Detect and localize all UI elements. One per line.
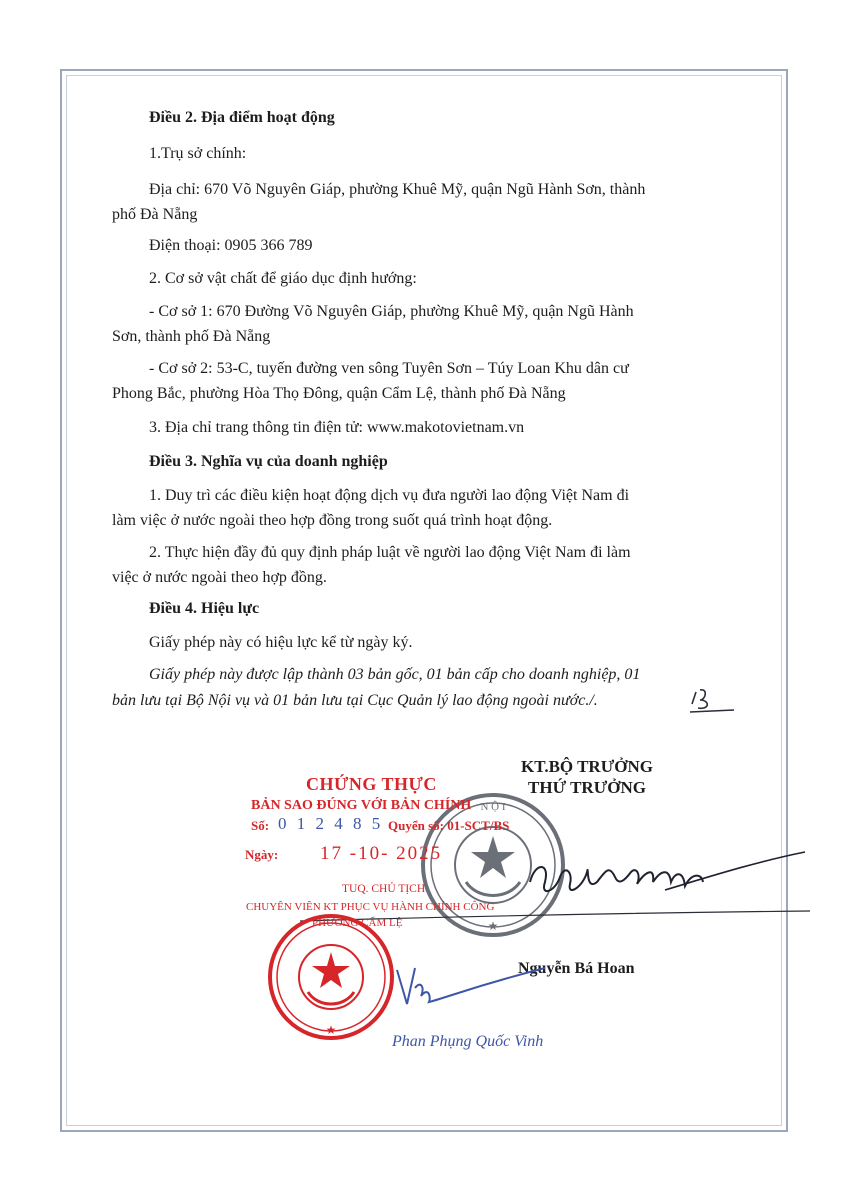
certification-heading: CHỨNG THỰC (306, 774, 437, 794)
svg-text:N Ộ I: N Ộ I (480, 801, 506, 813)
certification-ward: PHƯỜNG CẨM LỆ (312, 917, 403, 929)
duty-1-line-2: làm việc ở nước ngoài theo hợp đồng trong suốt quá trình hoạt động. (112, 512, 553, 529)
officer-name: Phan Phụng Quốc Vinh (392, 1033, 544, 1050)
certification-number-label: Số: (251, 818, 270, 833)
signer-name: Nguyễn Bá Hoan (518, 960, 635, 977)
site-2-line-2: Phong Bắc, phường Hòa Thọ Đông, quận Cẩm Lệ, thành phố Đà Nẵng (112, 385, 566, 402)
copies-line-2: bản lưu tại Bộ Nội vụ và 01 bản lưu tại Cục Quản lý lao động ngoài nước./. (112, 692, 598, 709)
certification-date: 17 -10- 2025 (320, 843, 443, 864)
article-4-heading: Điều 4. Hiệu lực (149, 600, 260, 617)
certification-subheading: BẢN SAO ĐÚNG VỚI BẢN CHÍNH (251, 798, 472, 813)
signature-title-1: KT.BỘ TRƯỞNG (521, 757, 653, 776)
address-line-1: Địa chỉ: 670 Võ Nguyên Giáp, phường Khuê Mỹ, quận Ngũ Hành Sơn, thành (149, 181, 646, 198)
certification-officer-role: CHUYÊN VIÊN KT PHỤC VỤ HÀNH CHÍNH CÔNG (246, 901, 495, 913)
main-office-label: 1.Trụ sở chính: (149, 145, 247, 162)
site-1-line-2: Sơn, thành phố Đà Nẵng (112, 328, 271, 345)
validity-line: Giấy phép này có hiệu lực kể từ ngày ký. (149, 634, 413, 651)
article-3-heading: Điều 3. Nghĩa vụ của doanh nghiệp (149, 453, 388, 470)
certification-date-label: Ngày: (245, 847, 279, 862)
officer-signature (385, 958, 555, 1018)
duty-1-line-1: 1. Duy trì các điều kiện hoạt động dịch vụ đưa người lao động Việt Nam đi (149, 487, 630, 504)
initial-mark (688, 686, 738, 716)
certification-number: 0 1 2 4 8 5 (278, 814, 384, 833)
address-line-2: phố Đà Nẵng (112, 206, 198, 223)
svg-text:★: ★ (325, 1023, 337, 1037)
phone-line: Điện thoại: 0905 366 789 (149, 237, 313, 254)
svg-text:★: ★ (487, 919, 499, 933)
ward-seal (266, 912, 396, 1042)
copies-line-1: Giấy phép này được lập thành 03 bản gốc, 01 bản cấp cho doanh nghiệp, 01 (149, 666, 641, 683)
certification-behalf: TUQ. CHỦ TỊCH (342, 883, 426, 895)
facilities-label: 2. Cơ sở vật chất để giáo dục định hướng: (149, 270, 417, 287)
article-2-heading: Điều 2. Địa điểm hoạt động (149, 109, 335, 126)
site-2-line-1: - Cơ sở 2: 53-C, tuyến đường ven sông Tuyên Sơn – Túy Loan Khu dân cư (149, 360, 629, 377)
website-line: 3. Địa chỉ trang thông tin điện tử: www.makotovietnam.vn (149, 419, 525, 436)
duty-2-line-2: việc ở nước ngoài theo hợp đồng. (112, 569, 327, 586)
signature-title-2: THỨ TRƯỞNG (528, 778, 646, 797)
certification-book: Quyển số: 01-SCT/BS (388, 818, 510, 833)
duty-2-line-1: 2. Thực hiện đầy đủ quy định pháp luật về người lao động Việt Nam đi làm (149, 544, 631, 561)
site-1-line-1: - Cơ sở 1: 670 Đường Võ Nguyên Giáp, phường Khuê Mỹ, quận Ngũ Hành (149, 303, 634, 320)
